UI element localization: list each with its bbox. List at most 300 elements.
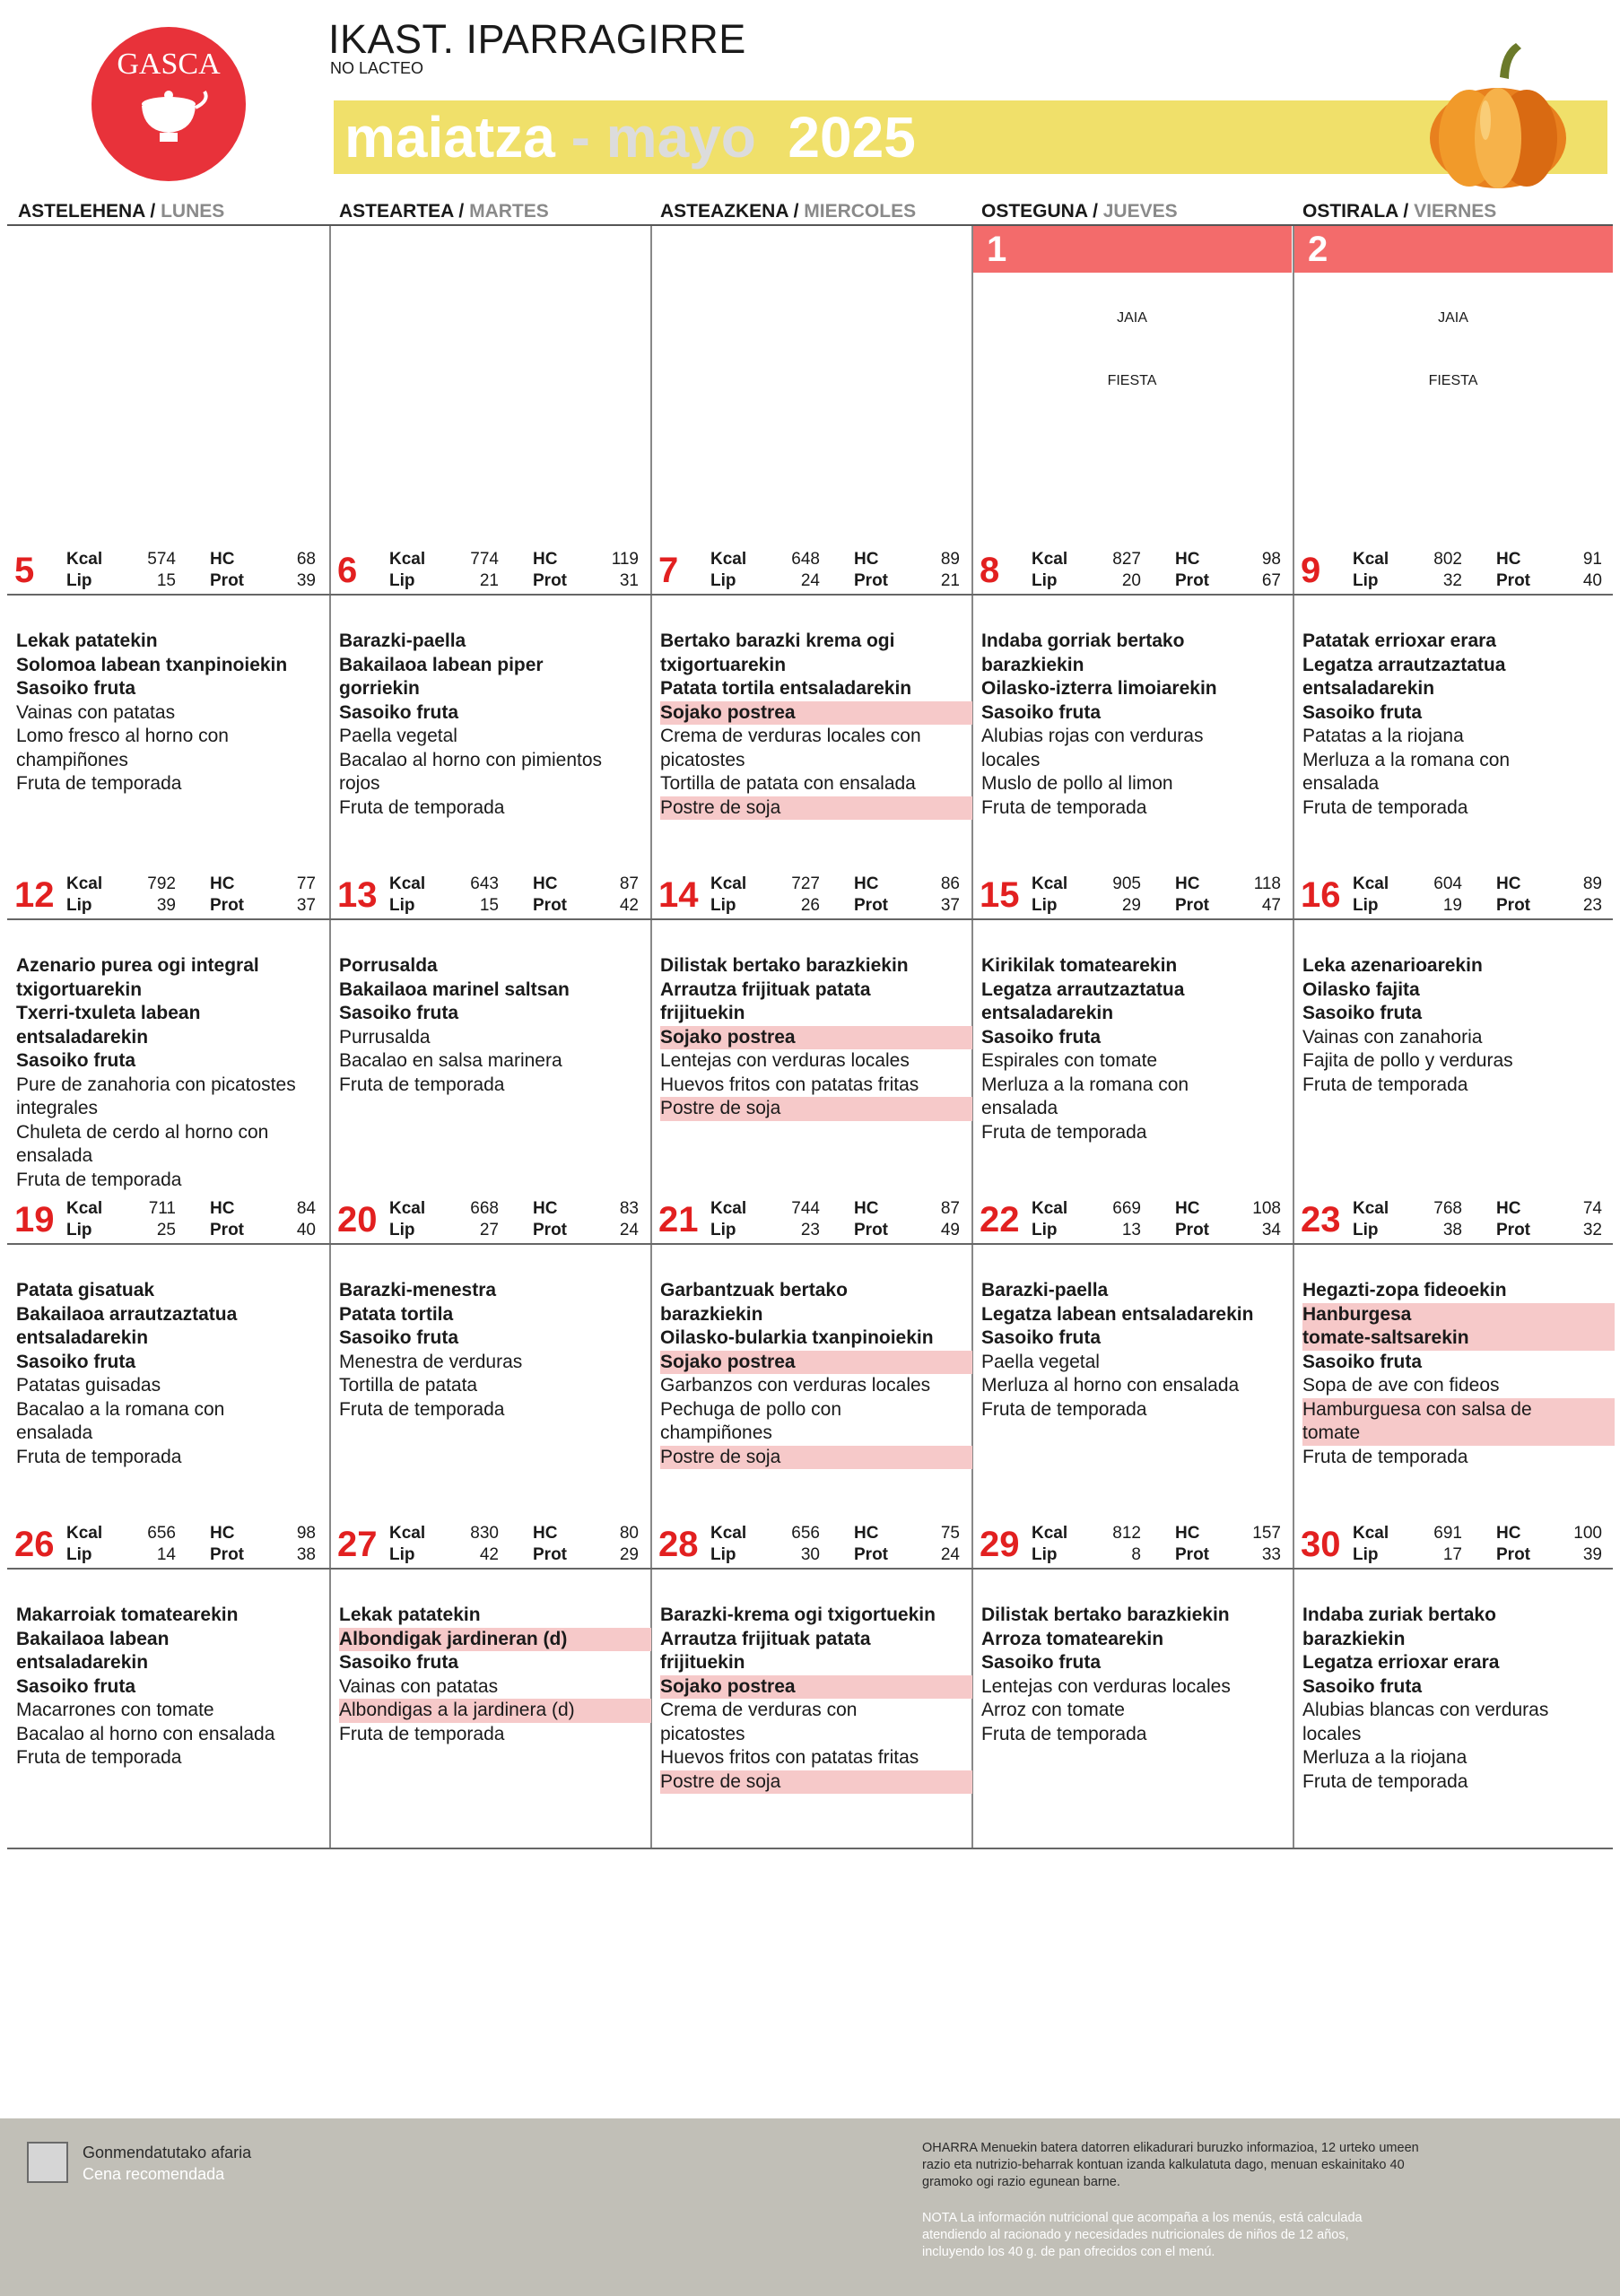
hc-label: HC (533, 1524, 558, 1543)
day-header: OSTIRALA / VIERNES (1302, 201, 1497, 222)
menu-item: Bakailaoa arrautzaztatua (16, 1303, 238, 1325)
menu-item: Legatza arrautzaztatua (1302, 654, 1506, 675)
hc-value: 89 (1582, 874, 1602, 893)
day-number: 30 (1301, 1525, 1341, 1564)
menu-item: tomate (1302, 1422, 1615, 1446)
menu-item: barazkiekin (1302, 1628, 1406, 1649)
menu-item: barazkiekin (981, 654, 1084, 675)
week-divider (7, 1243, 1613, 1245)
kcal-label: Kcal (389, 874, 426, 893)
menu-item: Bacalao al horno con ensalada (16, 1723, 275, 1744)
lip-value: 25 (156, 1221, 176, 1239)
day-number: 8 (980, 551, 1000, 590)
prot-value: 40 (1582, 571, 1602, 590)
lip-label: Lip (1353, 571, 1379, 590)
lip-label: Lip (710, 571, 736, 590)
day-number: 6 (337, 551, 358, 590)
menu-item: Postre de soja (660, 1446, 972, 1470)
kcal-label: Kcal (1353, 1199, 1389, 1218)
hc-label: HC (1496, 874, 1521, 893)
prot-label: Prot (1175, 896, 1209, 915)
prot-value: 29 (619, 1545, 639, 1564)
menu-item: Indaba gorriak bertako (981, 631, 1185, 651)
menu-item: Sasoiko fruta (339, 1003, 459, 1023)
menu-item: Oilasko-izterra limoiarekin (981, 678, 1217, 699)
prot-value: 49 (940, 1221, 960, 1239)
hc-label: HC (1496, 1524, 1521, 1543)
lip-label: Lip (1032, 571, 1058, 590)
menu-item: Legatza arrautzaztatua (981, 978, 1185, 1000)
menu-item: Paella vegetal (981, 1351, 1100, 1372)
menu-item: Huevos fritos con patatas fritas (660, 1747, 919, 1768)
prot-value: 33 (1261, 1545, 1281, 1564)
day-name-es: MIERCOLES (804, 201, 917, 222)
menu-item: Arroz con tomate (981, 1700, 1125, 1720)
menu-list (981, 1279, 1293, 1422)
menu-item: Fruta de temporada (1302, 796, 1468, 818)
month-separator: - (554, 105, 606, 170)
week-divider (7, 594, 1613, 596)
hc-value: 157 (1252, 1524, 1281, 1543)
menu-item: Dilistak bertako barazkiekin (981, 1605, 1230, 1625)
day-name-es: JUEVES (1102, 201, 1178, 222)
hc-label: HC (854, 1524, 879, 1543)
lip-value: 8 (1131, 1545, 1141, 1564)
menu-item: champiñones (16, 749, 128, 770)
hc-label: HC (1496, 550, 1521, 569)
kcal-value: 774 (470, 550, 499, 569)
menu-item: Azenario purea ogi integral (16, 955, 259, 976)
menu-item: Arroza tomatearekin (981, 1628, 1164, 1649)
prot-label: Prot (854, 571, 888, 590)
week-divider (7, 1568, 1613, 1570)
prot-label: Prot (533, 1221, 567, 1239)
menu-item: Legatza labean entsaladarekin (981, 1303, 1254, 1325)
menu-item: Sojako postrea (660, 1675, 972, 1700)
lip-label: Lip (66, 896, 92, 915)
menu-item: Sopa de ave con fideos (1302, 1375, 1500, 1396)
hc-value: 118 (1253, 874, 1281, 893)
hc-value: 98 (1261, 550, 1281, 569)
menu-item: Purrusalda (339, 1026, 431, 1048)
kcal-value: 727 (791, 874, 820, 893)
day-name-eu: ASTEAZKENA (660, 201, 788, 222)
day-number: 9 (1301, 551, 1321, 590)
menu-item: Merluza al horno con ensalada (981, 1375, 1240, 1396)
menu-list (660, 1279, 972, 1469)
gasca-logo (90, 25, 248, 183)
prot-value: 31 (619, 571, 639, 590)
day-number: 19 (14, 1200, 55, 1239)
nutrition-note-eu: OHARRA Menuekin batera datorren elikadurari buruzko informazioa, 12 urteko umeen razio eta nutrizio-beharrak kontuan izanda kalkulatuta dago, menuan eskainitako 40 gramoko ogi razio egunean barne. (922, 2141, 1419, 2189)
menu-item: Fruta de temporada (339, 796, 505, 818)
day-number: 7 (658, 551, 679, 590)
menu-item: Muslo de pollo al limon (981, 773, 1173, 794)
month-banner (334, 100, 1607, 174)
lip-value: 15 (479, 896, 499, 915)
hc-value: 84 (296, 1199, 316, 1218)
menu-item: ensalada (981, 1098, 1058, 1118)
kcal-value: 656 (791, 1524, 820, 1543)
menu-list (1302, 1604, 1615, 1794)
holiday-bar-1 (972, 226, 1292, 273)
menu-item: Merluza a la romana con (981, 1074, 1189, 1095)
prot-label: Prot (210, 896, 244, 915)
holiday-label-eu: JAIA (1117, 310, 1147, 326)
menu-list (1302, 630, 1615, 820)
kcal-label: Kcal (1353, 550, 1389, 569)
prot-value: 32 (1582, 1221, 1602, 1239)
menu-item: Patatak errioxar erara (1302, 631, 1496, 651)
day-number: 15 (980, 875, 1020, 915)
lip-value: 19 (1442, 896, 1462, 915)
hc-value: 86 (940, 874, 960, 893)
lip-value: 14 (156, 1545, 176, 1564)
kcal-label: Kcal (1032, 1524, 1068, 1543)
menu-list (16, 1604, 328, 1770)
day-header: ASTELEHENA / LUNES (18, 201, 225, 222)
kcal-value: 656 (147, 1524, 176, 1543)
menu-item: Pure de zanahoria con picatostes (16, 1074, 296, 1095)
lip-label: Lip (1353, 1545, 1379, 1564)
menu-item: Garbantzuak bertako (660, 1280, 848, 1300)
prot-label: Prot (1175, 571, 1209, 590)
menu-item: Barazki-paella (981, 1280, 1109, 1300)
prot-value: 38 (296, 1545, 316, 1564)
hc-value: 91 (1582, 550, 1602, 569)
legend-label-es: Cena recomendada (83, 2165, 225, 2183)
menu-item: Fruta de temporada (1302, 1770, 1468, 1792)
lip-label: Lip (389, 1221, 415, 1239)
day-number: 22 (980, 1200, 1020, 1239)
day-name-eu: ASTELEHENA (18, 201, 145, 222)
menu-item: Txerri-txuleta labean (16, 1003, 201, 1023)
kcal-value: 827 (1112, 550, 1141, 569)
hc-label: HC (1175, 874, 1200, 893)
menu-item: tomate-saltsarekin (1302, 1326, 1615, 1351)
menu-item: Vainas con patatas (339, 1675, 499, 1697)
lip-label: Lip (1032, 896, 1058, 915)
hc-label: HC (210, 1199, 235, 1218)
hc-value: 98 (296, 1524, 316, 1543)
menu-item: Espirales con tomate (981, 1050, 1158, 1071)
menu-list (1302, 954, 1615, 1097)
menu-item: Arrautza frijituak patata (660, 1628, 871, 1649)
prot-value: 42 (619, 896, 639, 915)
holiday-label-es: FIESTA (1107, 373, 1157, 388)
day-number: 21 (658, 1200, 699, 1239)
hc-label: HC (210, 1524, 235, 1543)
kcal-value: 792 (147, 874, 176, 893)
menu-item: Pechuga de pollo con (660, 1398, 841, 1420)
hc-value: 77 (296, 874, 316, 893)
hc-value: 89 (940, 550, 960, 569)
menu-item: Bacalao al horno con pimientos (339, 749, 603, 770)
lip-label: Lip (66, 1221, 92, 1239)
day-number: 29 (980, 1525, 1020, 1564)
holiday-label-eu: JAIA (1438, 310, 1468, 326)
menu-item: Sasoiko fruta (339, 1327, 459, 1348)
menu-item: entsaladarekin (981, 1003, 1114, 1023)
menu-item: Barazki-krema ogi txigortuekin (660, 1605, 936, 1625)
menu-item: ensalada (16, 1422, 93, 1443)
prot-label: Prot (533, 1545, 567, 1564)
kcal-label: Kcal (66, 550, 103, 569)
day-number: 20 (337, 1200, 378, 1239)
menu-list (339, 1604, 651, 1746)
lip-value: 23 (800, 1221, 820, 1239)
menu-item: Sojako postrea (660, 1351, 972, 1375)
hc-label: HC (1496, 1199, 1521, 1218)
menu-item: locales (1302, 1723, 1362, 1744)
menu-item: Fruta de temporada (981, 1121, 1147, 1143)
menu-item: Legatza errioxar erara (1302, 1652, 1500, 1673)
kcal-value: 802 (1433, 550, 1462, 569)
kcal-value: 574 (147, 550, 176, 569)
menu-item: Solomoa labean txanpinoiekin (16, 654, 288, 675)
kcal-value: 604 (1433, 874, 1462, 893)
menu-item: Barazki-menestra (339, 1280, 497, 1300)
diet-type: NO LACTEO (330, 59, 424, 77)
menu-list (660, 1604, 972, 1794)
menu-item: Bacalao a la romana con (16, 1398, 225, 1420)
menu-item: Bertako barazki krema ogi (660, 631, 895, 651)
prot-label: Prot (210, 1545, 244, 1564)
menu-item: Hegazti-zopa fideoekin (1302, 1280, 1507, 1300)
menu-list (339, 954, 651, 1097)
menu-item: Postre de soja (660, 1097, 972, 1121)
menu-item: Macarrones con tomate (16, 1700, 214, 1720)
menu-item: Merluza a la romana con (1302, 749, 1511, 770)
hc-value: 74 (1582, 1199, 1602, 1218)
kcal-value: 768 (1433, 1199, 1462, 1218)
prot-value: 39 (296, 571, 316, 590)
menu-item: Vainas con patatas (16, 701, 176, 723)
menu-item: Fruta de temporada (981, 796, 1147, 818)
menu-item: Kirikilak tomatearekin (981, 955, 1178, 976)
hc-label: HC (1175, 550, 1200, 569)
lip-value: 24 (800, 571, 820, 590)
menu-item: Fruta de temporada (339, 1723, 505, 1744)
menu-item: Fruta de temporada (1302, 1074, 1468, 1095)
hc-label: HC (533, 874, 558, 893)
hc-value: 119 (611, 550, 639, 569)
menu-item: txigortuarekin (660, 654, 787, 675)
lip-label: Lip (389, 896, 415, 915)
kcal-value: 905 (1112, 874, 1141, 893)
bottom-divider (7, 1848, 1613, 1849)
kcal-label: Kcal (1032, 874, 1068, 893)
menu-item: Sasoiko fruta (16, 1675, 136, 1697)
menu-item: integrales (16, 1098, 99, 1118)
lip-value: 17 (1442, 1545, 1462, 1564)
kcal-label: Kcal (1353, 874, 1389, 893)
prot-label: Prot (533, 571, 567, 590)
hc-value: 75 (940, 1524, 960, 1543)
lip-value: 42 (479, 1545, 499, 1564)
menu-list (981, 1604, 1293, 1746)
menu-item: Alubias blancas con verduras (1302, 1700, 1549, 1720)
menu-item: Bakailaoa labean piper (339, 654, 544, 675)
holiday-label-es: FIESTA (1428, 373, 1478, 388)
lip-label: Lip (389, 571, 415, 590)
lip-value: 32 (1442, 571, 1462, 590)
kcal-label: Kcal (389, 550, 426, 569)
lip-value: 27 (479, 1221, 499, 1239)
menu-item: entsaladarekin (16, 1026, 149, 1048)
menu-item: Sasoiko fruta (981, 1652, 1102, 1673)
kcal-label: Kcal (710, 874, 747, 893)
lip-label: Lip (66, 571, 92, 590)
menu-item: Sojako postrea (660, 1026, 972, 1050)
menu-list (16, 630, 328, 796)
menu-item: Sasoiko fruta (981, 1327, 1102, 1348)
kcal-label: Kcal (66, 1524, 103, 1543)
menu-item: Sasoiko fruta (981, 1026, 1102, 1048)
lip-label: Lip (1353, 1221, 1379, 1239)
hc-label: HC (854, 550, 879, 569)
day-name-es: MARTES (469, 201, 549, 222)
menu-item: Alubias rojas con verduras (981, 726, 1204, 746)
menu-item: Fruta de temporada (16, 1747, 182, 1768)
nutrition-note-es: NOTA La información nutricional que acompaña a los menús, está calculada atendiendo al racionado y necesidades nutricionales de niños de 12 años, incluyendo los 40 g. de pan ofrecidos con el menú. (922, 2211, 1363, 2259)
lip-value: 29 (1121, 896, 1141, 915)
menu-item: Sasoiko fruta (1302, 1675, 1423, 1697)
hc-value: 100 (1573, 1524, 1602, 1543)
lip-label: Lip (710, 1221, 736, 1239)
menu-item: ensalada (16, 1145, 93, 1166)
holiday-day-number: 2 (1308, 230, 1328, 269)
menu-item: Fruta de temporada (16, 773, 182, 794)
menu-item: Fruta de temporada (1302, 1446, 1468, 1467)
hc-label: HC (533, 1199, 558, 1218)
kcal-label: Kcal (1032, 1199, 1068, 1218)
menu-item: Sasoiko fruta (1302, 1351, 1423, 1372)
prot-value: 37 (940, 896, 960, 915)
day-header: ASTEARTEA / MARTES (339, 201, 549, 222)
menu-list (16, 1279, 328, 1469)
menu-item: Bakailaoa labean (16, 1628, 170, 1649)
day-number: 23 (1301, 1200, 1341, 1239)
menu-item: Patata gisatuak (16, 1280, 155, 1300)
menu-item: picatostes (660, 1723, 745, 1744)
lip-label: Lip (710, 1545, 736, 1564)
menu-item: Tortilla de patata (339, 1375, 478, 1396)
month-es: mayo (605, 105, 756, 170)
prot-value: 34 (1261, 1221, 1281, 1239)
kcal-value: 812 (1112, 1524, 1141, 1543)
day-header: OSTEGUNA / JUEVES (981, 201, 1178, 222)
menu-item: Lekak patatekin (16, 631, 158, 651)
hc-label: HC (854, 1199, 879, 1218)
menu-list (660, 954, 972, 1121)
menu-item: champiñones (660, 1422, 772, 1443)
menu-item: Garbanzos con verduras locales (660, 1375, 931, 1396)
pumpkin-icon (1426, 38, 1570, 192)
hc-value: 80 (619, 1524, 639, 1543)
lip-value: 13 (1121, 1221, 1141, 1239)
kcal-label: Kcal (710, 1524, 747, 1543)
hc-value: 87 (940, 1199, 960, 1218)
kcal-value: 691 (1433, 1524, 1462, 1543)
lip-value: 38 (1442, 1221, 1462, 1239)
menu-item: Lomo fresco al horno con (16, 726, 229, 746)
menu-list (660, 630, 972, 820)
hc-label: HC (210, 874, 235, 893)
menu-item: Paella vegetal (339, 726, 457, 746)
menu-list (339, 1279, 651, 1422)
prot-label: Prot (854, 1221, 888, 1239)
menu-item: picatostes (660, 749, 745, 770)
menu-item: Patatas a la riojana (1302, 726, 1464, 746)
prot-label: Prot (1496, 571, 1530, 590)
day-header: ASTEAZKENA / MIERCOLES (660, 201, 917, 222)
lip-value: 21 (479, 571, 499, 590)
kcal-label: Kcal (1353, 1524, 1389, 1543)
prot-value: 21 (940, 571, 960, 590)
menu-item: gorriekin (339, 678, 420, 699)
menu-item: Crema de verduras con (660, 1700, 858, 1720)
menu-item: Dilistak bertako barazkiekin (660, 955, 909, 976)
day-name-eu: OSTIRALA (1302, 201, 1398, 222)
menu-item: Leka azenarioarekin (1302, 955, 1483, 976)
prot-value: 24 (940, 1545, 960, 1564)
prot-label: Prot (854, 1545, 888, 1564)
lip-value: 20 (1121, 571, 1141, 590)
lip-label: Lip (1353, 896, 1379, 915)
day-number: 14 (658, 875, 699, 915)
prot-value: 37 (296, 896, 316, 915)
prot-label: Prot (1175, 1221, 1209, 1239)
prot-value: 40 (296, 1221, 316, 1239)
menu-item: Oilasko fajita (1302, 978, 1420, 1000)
day-name-es: LUNES (161, 201, 225, 222)
kcal-value: 830 (470, 1524, 499, 1543)
menu-item: Fruta de temporada (16, 1446, 182, 1467)
menu-item: Patata tortila (339, 1303, 454, 1325)
day-number: 12 (14, 875, 55, 915)
menu-item: Bacalao en salsa marinera (339, 1050, 562, 1071)
day-number: 28 (658, 1525, 699, 1564)
holiday-day-number: 1 (987, 230, 1007, 269)
menu-item: Sojako postrea (660, 701, 972, 726)
kcal-label: Kcal (710, 550, 747, 569)
menu-item: Sasoiko fruta (1302, 701, 1423, 723)
menu-item: Fruta de temporada (981, 1398, 1147, 1420)
menu-item: entsaladarekin (1302, 678, 1435, 699)
school-name: IKAST. IPARRAGIRRE (328, 16, 746, 62)
prot-value: 67 (1261, 571, 1281, 590)
day-number: 26 (14, 1525, 55, 1564)
lip-label: Lip (66, 1545, 92, 1564)
menu-item: entsaladarekin (16, 1652, 149, 1673)
menu-item: Sasoiko fruta (16, 1351, 136, 1372)
month-year: 2025 (788, 105, 916, 170)
kcal-label: Kcal (389, 1524, 426, 1543)
day-number: 27 (337, 1525, 378, 1564)
menu-list (16, 954, 328, 1192)
hc-label: HC (533, 550, 558, 569)
menu-item: Hanburgesa (1302, 1303, 1615, 1327)
prot-label: Prot (210, 571, 244, 590)
prot-label: Prot (1496, 1221, 1530, 1239)
hc-label: HC (1175, 1524, 1200, 1543)
menu-item: Patatas guisadas (16, 1375, 161, 1396)
menu-item: Oilasko-bularkia txanpinoiekin (660, 1327, 934, 1348)
kcal-value: 648 (791, 550, 820, 569)
menu-item: Merluza a la riojana (1302, 1747, 1468, 1768)
column-divider (329, 226, 331, 1849)
